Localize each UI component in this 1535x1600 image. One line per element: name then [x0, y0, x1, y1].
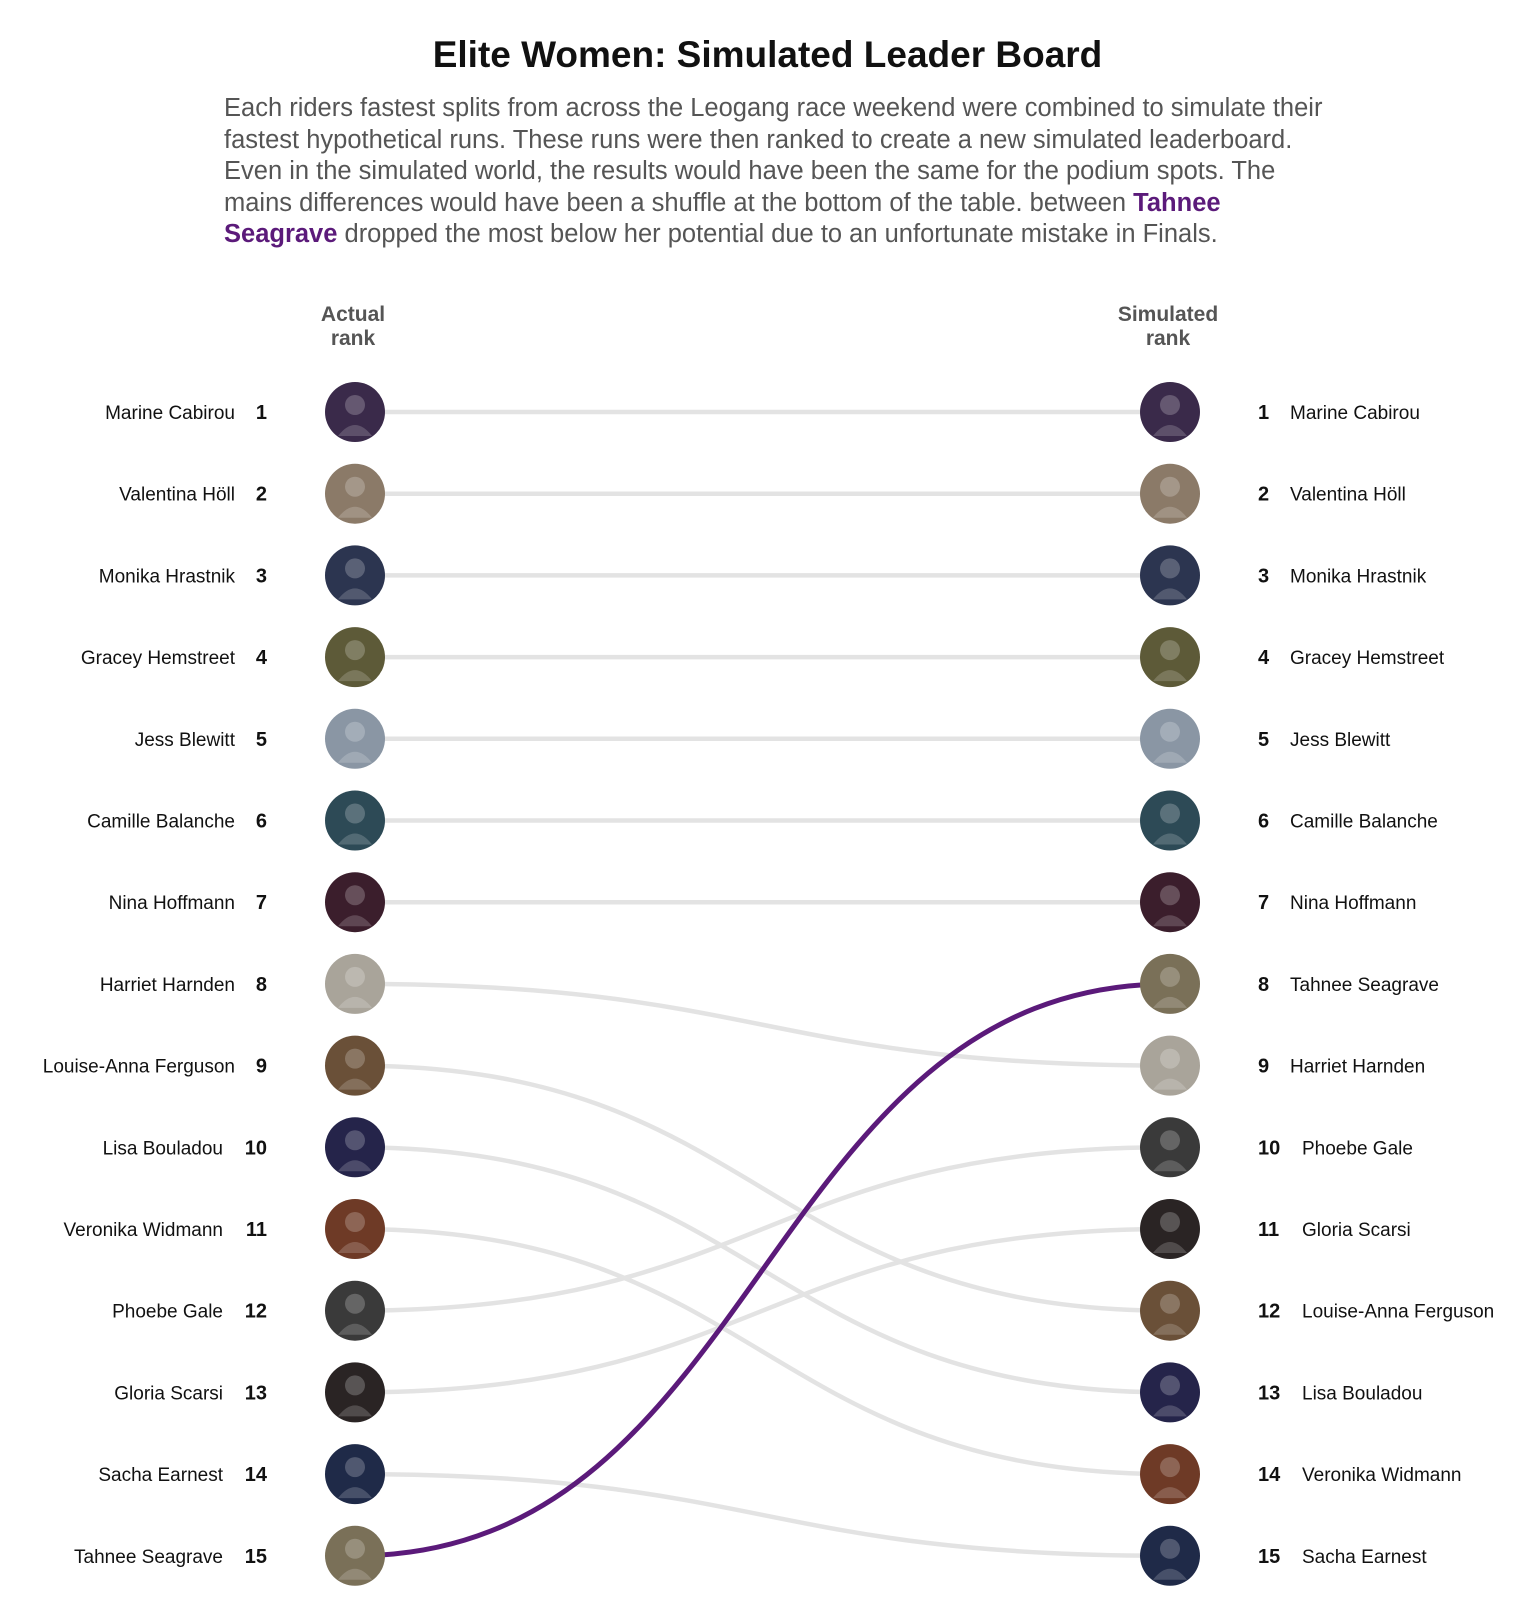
right-rank-veronika-widmann: 14	[1258, 1464, 1281, 1487]
right-name-monika-hrastnik: Monika Hrastnik	[1290, 566, 1427, 588]
left-name-lisa-bouladou: Lisa Bouladou	[102, 1138, 223, 1160]
line-gloria-scarsi	[355, 1229, 1170, 1392]
left-name-sacha-earnest: Sacha Earnest	[98, 1465, 223, 1487]
left-avatar-head-harriet-harnden	[345, 967, 365, 987]
left-name-nina-hoffmann: Nina Hoffmann	[108, 893, 235, 915]
left-rank-harriet-harnden: 8	[255, 973, 267, 996]
right-name-harriet-harnden: Harriet Harnden	[1290, 1056, 1426, 1078]
left-rank-tahnee-seagrave: 15	[244, 1545, 267, 1568]
right-name-gracey-hemstreet: Gracey Hemstreet	[1290, 648, 1445, 670]
left-rank-gloria-scarsi: 13	[244, 1382, 267, 1405]
right-rank-sacha-earnest: 15	[1258, 1545, 1281, 1568]
left-rank-phoebe-gale: 12	[244, 1300, 267, 1323]
right-rank-jess-blewitt: 5	[1258, 728, 1270, 751]
right-name-lisa-bouladou: Lisa Bouladou	[1302, 1383, 1423, 1405]
left-rank-gracey-hemstreet: 4	[255, 647, 267, 670]
left-avatar-head-veronika-widmann	[345, 1212, 365, 1232]
left-rank-lisa-bouladou: 10	[244, 1137, 267, 1160]
left-avatar-head-louise-anna-ferguson	[345, 1049, 365, 1069]
left-rank-monika-hrastnik: 3	[255, 565, 267, 588]
right-rank-tahnee-seagrave: 8	[1258, 973, 1270, 996]
right-avatar-head-tahnee-seagrave	[1160, 967, 1180, 987]
line-tahnee-seagrave	[355, 984, 1170, 1556]
left-name-monika-hrastnik: Monika Hrastnik	[98, 566, 235, 588]
left-avatar-head-monika-hrastnik	[345, 558, 365, 578]
left-rank-louise-anna-ferguson: 9	[255, 1055, 267, 1078]
left-name-gracey-hemstreet: Gracey Hemstreet	[80, 648, 235, 670]
right-name-phoebe-gale: Phoebe Gale	[1302, 1138, 1413, 1160]
right-rank-harriet-harnden: 9	[1258, 1055, 1270, 1078]
right-rank-gracey-hemstreet: 4	[1258, 647, 1270, 670]
right-name-valentina-holl: Valentina Höll	[1290, 484, 1406, 506]
subtitle-highlight-rider: Tahnee Seagrave	[224, 188, 1221, 248]
line-sacha-earnest	[355, 1474, 1170, 1556]
right-avatar-head-gloria-scarsi	[1160, 1212, 1180, 1232]
left-header-line-1: Actual	[320, 303, 386, 326]
right-avatar-head-valentina-holl	[1160, 477, 1180, 497]
right-header-line-1: Simulated	[1117, 303, 1219, 326]
right-avatar-head-harriet-harnden	[1160, 1049, 1180, 1069]
right-rank-lisa-bouladou: 13	[1258, 1382, 1281, 1405]
left-avatar-head-tahnee-seagrave	[345, 1539, 365, 1559]
left-rank-valentina-holl: 2	[255, 483, 267, 506]
right-rank-monika-hrastnik: 3	[1258, 565, 1270, 588]
right-rank-gloria-scarsi: 11	[1258, 1219, 1280, 1241]
right-avatar-head-nina-hoffmann	[1160, 885, 1180, 905]
right-avatar-head-phoebe-gale	[1160, 1130, 1180, 1150]
left-avatar-head-sacha-earnest	[345, 1457, 365, 1477]
right-name-louise-anna-ferguson: Louise-Anna Ferguson	[1302, 1301, 1495, 1323]
left-avatar-head-phoebe-gale	[345, 1294, 365, 1314]
left-avatar-head-marine-cabirou	[345, 395, 365, 415]
chart-title: Elite Women: Simulated Leader Board	[432, 34, 1103, 75]
left-rank-nina-hoffmann: 7	[255, 892, 267, 915]
right-rank-nina-hoffmann: 7	[1258, 892, 1270, 915]
right-rank-phoebe-gale: 10	[1258, 1137, 1281, 1160]
right-header-line-2: rank	[1145, 327, 1191, 350]
right-avatar-head-jess-blewitt	[1160, 722, 1180, 742]
connector-lines	[355, 412, 1170, 1556]
right-avatar-head-marine-cabirou	[1160, 395, 1180, 415]
left-avatar-head-nina-hoffmann	[345, 885, 365, 905]
right-name-tahnee-seagrave: Tahnee Seagrave	[1290, 974, 1439, 996]
right-name-jess-blewitt: Jess Blewitt	[1290, 729, 1391, 751]
right-name-veronika-widmann: Veronika Widmann	[1302, 1465, 1462, 1487]
right-avatar-head-lisa-bouladou	[1160, 1375, 1180, 1395]
left-rank-camille-balanche: 6	[255, 810, 267, 833]
right-name-gloria-scarsi: Gloria Scarsi	[1302, 1220, 1411, 1241]
left-name-tahnee-seagrave: Tahnee Seagrave	[74, 1546, 223, 1568]
left-rank-jess-blewitt: 5	[255, 728, 267, 751]
rank-headers	[321, 303, 1218, 350]
right-name-sacha-earnest: Sacha Earnest	[1302, 1546, 1427, 1568]
left-rank-sacha-earnest: 14	[244, 1464, 267, 1487]
right-avatar-head-louise-anna-ferguson	[1160, 1294, 1180, 1314]
left-avatar-head-jess-blewitt	[345, 722, 365, 742]
right-name-marine-cabirou: Marine Cabirou	[1290, 403, 1420, 424]
right-rank-valentina-holl: 2	[1258, 483, 1270, 506]
left-avatar-head-valentina-holl	[345, 477, 365, 497]
left-rank-veronika-widmann: 11	[245, 1219, 267, 1241]
right-avatar-head-sacha-earnest	[1160, 1539, 1180, 1559]
right-avatar-head-camille-balanche	[1160, 804, 1180, 824]
left-name-gloria-scarsi: Gloria Scarsi	[114, 1383, 223, 1405]
right-rank-marine-cabirou: 1	[1258, 402, 1270, 424]
left-name-marine-cabirou: Marine Cabirou	[105, 403, 235, 424]
left-avatar-head-camille-balanche	[345, 804, 365, 824]
left-avatar-head-gloria-scarsi	[345, 1375, 365, 1395]
left-rank-marine-cabirou: 1	[255, 402, 267, 424]
right-rank-camille-balanche: 6	[1258, 810, 1270, 833]
subtitle-text-start: Each riders fastest splits from across the Leogang race weekend were combined to simulate their fastest hypothetical runs. These runs were then ranked to create a new simulated leaderboard. Even in the simulated world, the results would have been the same for the podium spots. The mains differences would have been a shuffle at the bottom of the table. between	[224, 94, 1323, 217]
left-avatar-head-lisa-bouladou	[345, 1130, 365, 1150]
left-header-line-2: rank	[330, 327, 376, 350]
left-name-camille-balanche: Camille Balanche	[87, 811, 235, 833]
left-name-harriet-harnden: Harriet Harnden	[99, 974, 235, 996]
right-avatar-head-veronika-widmann	[1160, 1457, 1180, 1477]
left-name-veronika-widmann: Veronika Widmann	[63, 1220, 223, 1241]
line-phoebe-gale	[355, 1147, 1170, 1310]
right-rank-louise-anna-ferguson: 12	[1258, 1300, 1281, 1323]
line-harriet-harnden	[355, 984, 1170, 1066]
subtitle-text-end: dropped the most below her potential due to an unfortunate mistake in Finals.	[337, 220, 1218, 248]
right-name-nina-hoffmann: Nina Hoffmann	[1290, 893, 1417, 915]
right-avatar-head-gracey-hemstreet	[1160, 640, 1180, 660]
left-name-phoebe-gale: Phoebe Gale	[112, 1301, 223, 1323]
left-name-louise-anna-ferguson: Louise-Anna Ferguson	[42, 1056, 235, 1078]
left-name-jess-blewitt: Jess Blewitt	[134, 729, 235, 751]
right-avatar-head-monika-hrastnik	[1160, 558, 1180, 578]
right-name-camille-balanche: Camille Balanche	[1290, 811, 1438, 833]
left-avatar-head-gracey-hemstreet	[345, 640, 365, 660]
left-name-valentina-holl: Valentina Höll	[119, 484, 235, 506]
